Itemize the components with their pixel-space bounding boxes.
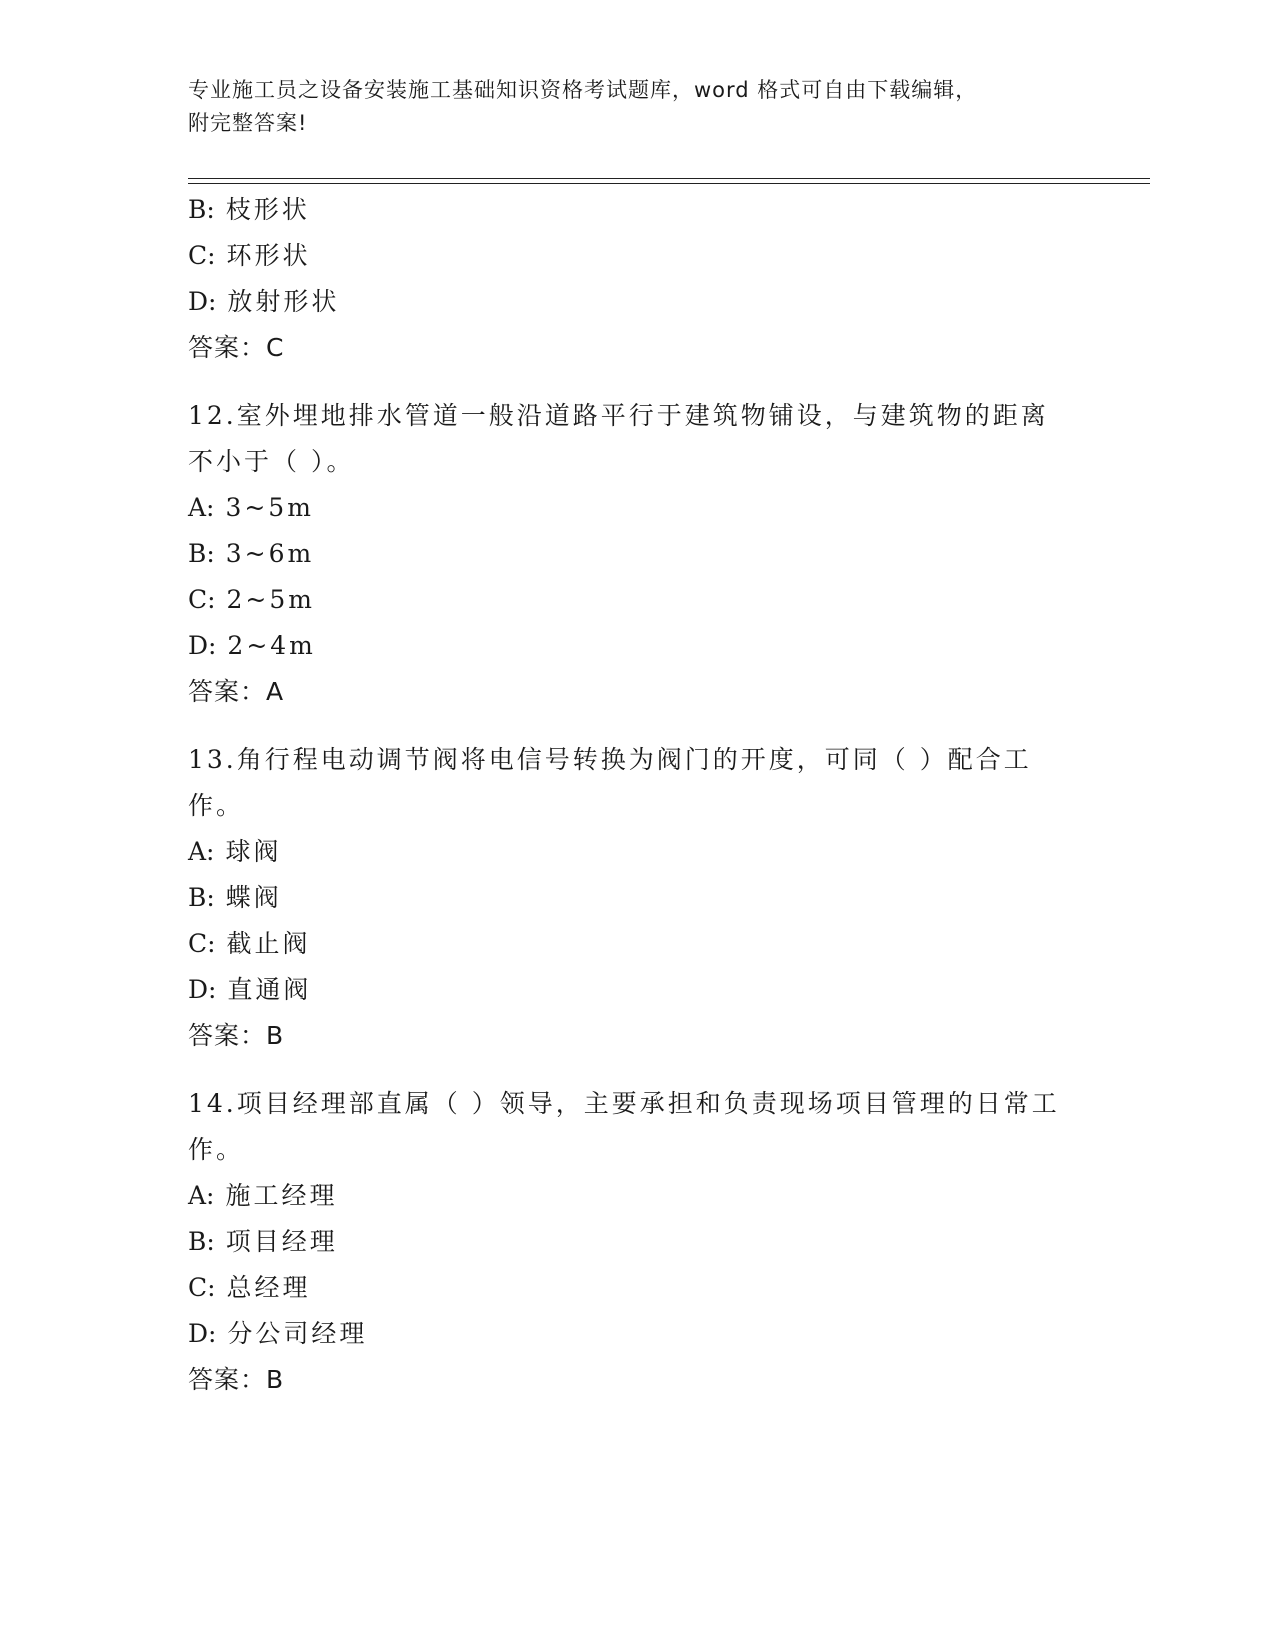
option-c: C: 截止阀	[188, 929, 311, 958]
question-list	[188, 187, 1068, 1403]
question-11	[188, 187, 1068, 371]
question-text: 12.室外埋地排水管道一般沿道路平行于建筑物铺设，与建筑物的距离不小于（ ）。	[188, 401, 1049, 476]
option-a: A: 3~5m	[188, 493, 314, 522]
document-header	[188, 74, 1068, 140]
question-13	[188, 737, 1068, 1059]
option-d: D: 分公司经理	[188, 1319, 368, 1348]
question-text: 13.角行程电动调节阀将电信号转换为阀门的开度，可同（ ）配合工作。	[188, 745, 1032, 820]
header-divider-top	[188, 178, 1150, 179]
option-b: B: 枝形状	[188, 195, 310, 224]
option-c: C: 环形状	[188, 241, 311, 270]
answer: 答案：C	[188, 333, 285, 362]
question-text: 14.项目经理部直属（ ）领导，主要承担和负责现场项目管理的日常工作。	[188, 1089, 1060, 1164]
answer: 答案：A	[188, 677, 285, 706]
question-12	[188, 393, 1068, 715]
question-14	[188, 1081, 1068, 1403]
option-c: C: 2~5m	[188, 585, 315, 614]
header-line-1: 专业施工员之设备安装施工基础知识资格考试题库，word 格式可自由下载编辑，	[188, 78, 978, 102]
option-c: C: 总经理	[188, 1273, 311, 1302]
option-d: D: 2~4m	[188, 631, 316, 660]
option-d: D: 放射形状	[188, 287, 340, 316]
option-b: B: 蝶阀	[188, 883, 282, 912]
answer: 答案：B	[188, 1021, 285, 1050]
option-d: D: 直通阀	[188, 975, 312, 1004]
option-a: A: 施工经理	[188, 1181, 338, 1210]
header-divider-bottom	[188, 183, 1150, 184]
option-b: B: 项目经理	[188, 1227, 338, 1256]
option-b: B: 3~6m	[188, 539, 315, 568]
answer: 答案：B	[188, 1365, 285, 1394]
header-line-2: 附完整答案!	[188, 111, 308, 135]
option-a: A: 球阀	[188, 837, 282, 866]
